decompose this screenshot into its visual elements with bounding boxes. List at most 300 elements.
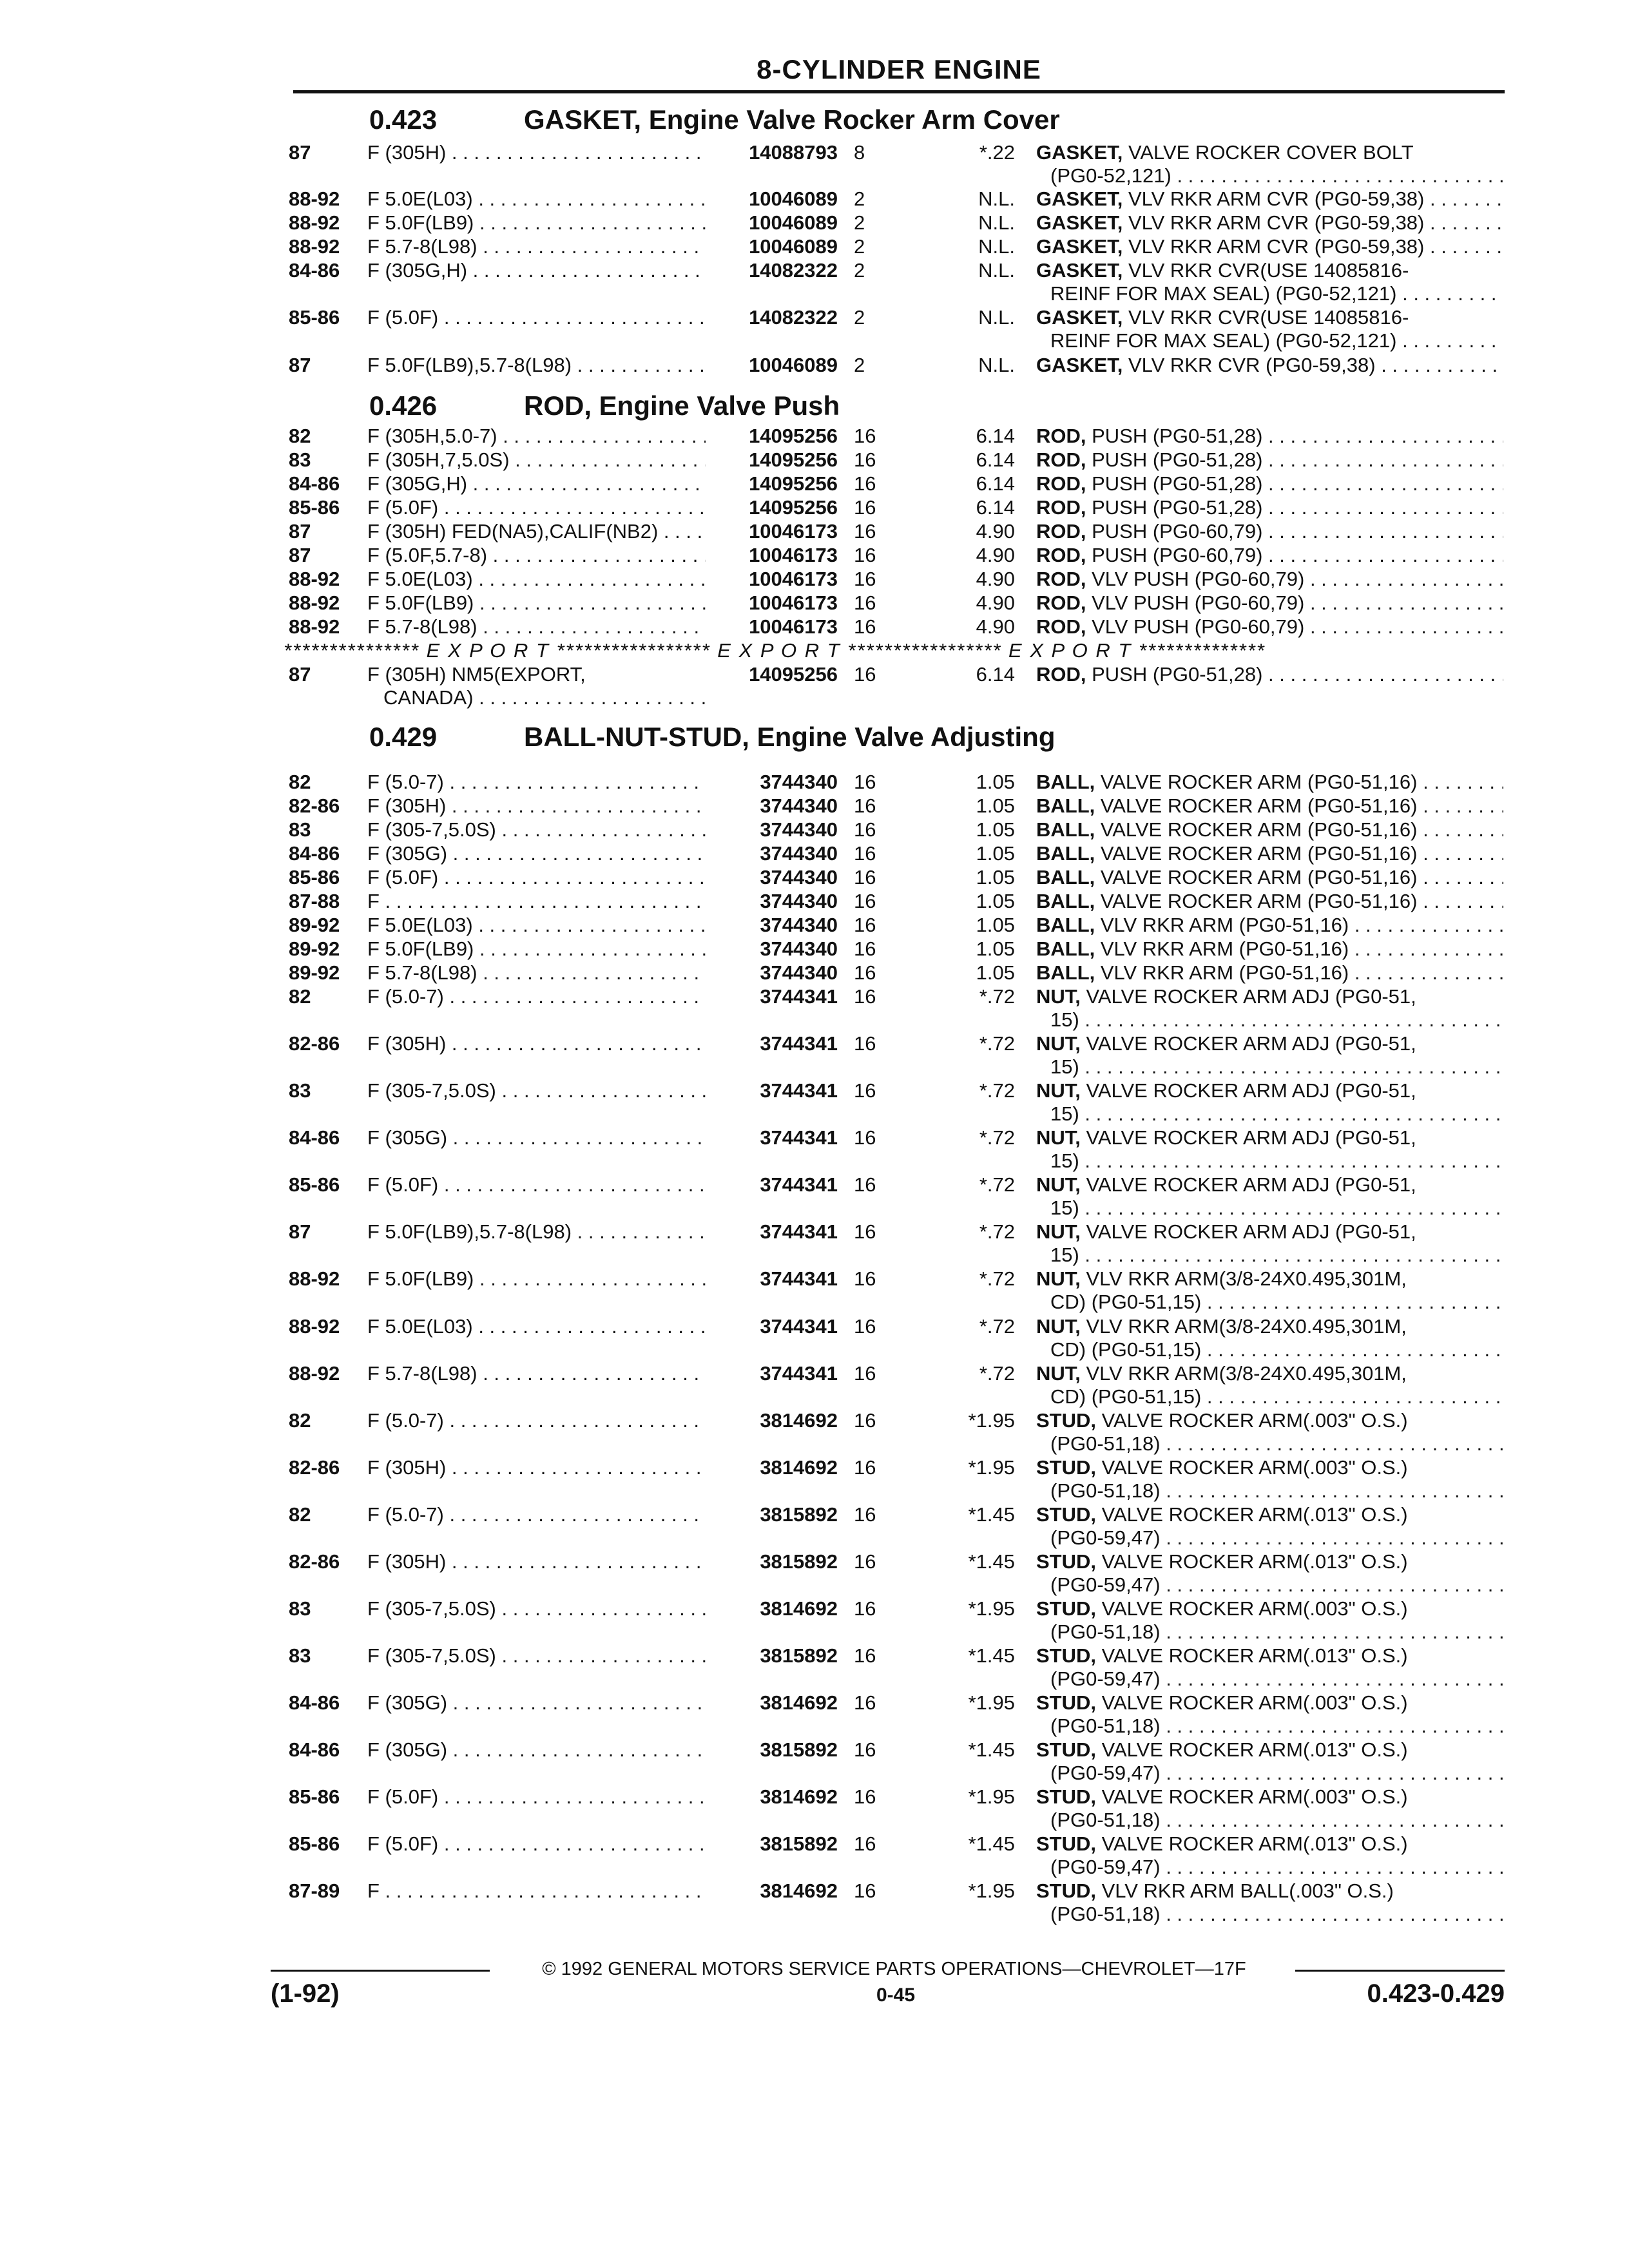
description bbox=[1036, 1079, 1416, 1102]
model-year: 82-86 bbox=[289, 1456, 340, 1479]
description-continued: 15) . . . bbox=[1050, 1008, 1503, 1032]
description-text: VLV RKR CVR(USE 14085816- bbox=[1123, 259, 1409, 282]
quantity: 16 bbox=[854, 520, 876, 543]
description-text: VALVE ROCKER ARM(.013" O.S.) bbox=[1096, 1503, 1408, 1526]
quantity: 16 bbox=[854, 1315, 876, 1338]
description-text: VALVE ROCKER ARM ADJ (PG0-51, bbox=[1080, 1173, 1416, 1196]
price: *1.45 bbox=[968, 1738, 1015, 1761]
description-text: VALVE ROCKER ARM(.013" O.S.) bbox=[1096, 1738, 1408, 1761]
description-continued: (PG0-51,18) . . . bbox=[1050, 1714, 1503, 1738]
description-continued: (PG0-59,47) . . . bbox=[1050, 1761, 1503, 1785]
part-number: 14095256 bbox=[749, 448, 838, 471]
table-row bbox=[0, 1832, 1629, 1879]
export-divider: *************** E X P O R T ***************** E X P O R T ***************** E X P O R T ************** bbox=[284, 639, 1266, 662]
model-year: 88-92 bbox=[289, 568, 340, 590]
model-year: 89-92 bbox=[289, 937, 340, 960]
model-year: 89-92 bbox=[289, 961, 340, 984]
table-row bbox=[0, 543, 1629, 567]
part-number: 3744341 bbox=[760, 1032, 838, 1055]
model-year: 88-92 bbox=[289, 235, 340, 258]
table-row bbox=[0, 305, 1629, 353]
price: 4.90 bbox=[976, 591, 1015, 614]
description-noun: STUD, bbox=[1036, 1879, 1096, 1902]
description-continued: (PG0-59,47) . . . bbox=[1050, 1573, 1503, 1597]
description bbox=[1036, 818, 1503, 841]
part-number: 10046089 bbox=[749, 187, 838, 210]
description bbox=[1036, 1785, 1408, 1809]
model-year: 82-86 bbox=[289, 1032, 340, 1055]
description-text: VALVE ROCKER ARM (PG0-51,16) bbox=[1095, 794, 1418, 817]
description-text: VALVE ROCKER ARM ADJ (PG0-51, bbox=[1080, 1126, 1416, 1149]
part-number: 3814692 bbox=[760, 1409, 838, 1432]
table-row bbox=[0, 1314, 1629, 1362]
description-text: VALVE ROCKER ARM ADJ (PG0-51, bbox=[1080, 985, 1416, 1008]
model-code: F 5.0E(L03) . . . bbox=[367, 1314, 706, 1338]
description bbox=[1036, 424, 1503, 448]
description bbox=[1036, 305, 1409, 329]
part-number: 10046089 bbox=[749, 211, 838, 234]
description-text: VLV RKR ARM CVR (PG0-59,38) bbox=[1123, 235, 1425, 258]
price: *.22 bbox=[979, 141, 1015, 164]
description-noun: ROD, bbox=[1036, 663, 1086, 686]
quantity: 16 bbox=[854, 771, 876, 793]
description-noun: BALL, bbox=[1036, 961, 1095, 984]
model-code: F (305H,7,5.0S) . . . bbox=[367, 448, 706, 472]
description-noun: NUT, bbox=[1036, 1220, 1081, 1243]
table-row bbox=[0, 1785, 1629, 1832]
description-noun: ROD, bbox=[1036, 568, 1086, 590]
model-year: 83 bbox=[289, 448, 311, 471]
quantity: 16 bbox=[854, 1785, 876, 1808]
description-text: PUSH (PG0-51,28) bbox=[1086, 425, 1263, 447]
model-code: F (305H) . . . bbox=[367, 140, 706, 164]
description-noun: NUT, bbox=[1036, 1126, 1081, 1149]
model-year: 83 bbox=[289, 1079, 311, 1102]
price: N.L. bbox=[978, 259, 1015, 282]
description-continued: (PG0-51,18) . . . bbox=[1050, 1432, 1503, 1456]
quantity: 16 bbox=[854, 568, 876, 590]
table-row bbox=[0, 591, 1629, 615]
description-noun: NUT, bbox=[1036, 1032, 1081, 1055]
description-text: VALVE ROCKER COVER BOLT bbox=[1123, 141, 1414, 164]
model-year: 87 bbox=[289, 663, 311, 686]
model-code: F 5.7-8(L98) . . . bbox=[367, 1361, 706, 1385]
model-year: 84-86 bbox=[289, 1691, 340, 1714]
model-year: 87 bbox=[289, 1220, 311, 1243]
description-noun: GASKET, bbox=[1036, 187, 1123, 210]
description bbox=[1036, 841, 1503, 865]
description bbox=[1036, 1126, 1416, 1149]
table-row bbox=[0, 258, 1629, 306]
price: 1.05 bbox=[976, 818, 1015, 841]
part-number: 3814692 bbox=[760, 1785, 838, 1808]
description-noun: ROD, bbox=[1036, 520, 1086, 543]
model-code: F (305G,H) . . . bbox=[367, 472, 706, 495]
model-code: F 5.7-8(L98) . . . bbox=[367, 235, 706, 258]
part-number: 14095256 bbox=[749, 425, 838, 447]
price: N.L. bbox=[978, 187, 1015, 210]
model-code: F 5.0E(L03) . . . bbox=[367, 187, 706, 211]
description bbox=[1036, 1691, 1408, 1715]
table-row bbox=[0, 1173, 1629, 1220]
quantity: 16 bbox=[854, 1220, 876, 1243]
model-code: F (305H) NM5(EXPORT, bbox=[367, 663, 586, 686]
model-year: 82 bbox=[289, 1409, 311, 1432]
description-noun: STUD, bbox=[1036, 1597, 1096, 1620]
description bbox=[1036, 937, 1503, 961]
description bbox=[1036, 1173, 1416, 1196]
footer-rule-right bbox=[1295, 1970, 1505, 1972]
table-row bbox=[0, 448, 1629, 472]
part-number: 3744341 bbox=[760, 985, 838, 1008]
description bbox=[1036, 985, 1416, 1008]
section-heading bbox=[369, 390, 840, 421]
quantity: 16 bbox=[854, 1550, 876, 1573]
description bbox=[1036, 865, 1503, 889]
section-title: ROD, Engine Valve Push bbox=[524, 390, 840, 421]
model-year: 85-86 bbox=[289, 1173, 340, 1196]
model-code: F 5.0F(LB9),5.7-8(L98) . . . bbox=[367, 353, 706, 377]
description-continued: 15) . . . bbox=[1050, 1149, 1503, 1173]
description-noun: STUD, bbox=[1036, 1785, 1096, 1808]
description bbox=[1036, 543, 1503, 567]
description-text: VALVE ROCKER ARM(.003" O.S.) bbox=[1096, 1456, 1408, 1479]
description-text: VLV RKR ARM(3/8-24X0.495,301M, bbox=[1080, 1362, 1407, 1385]
model-year: 88-92 bbox=[289, 1267, 340, 1290]
description-noun: GASKET, bbox=[1036, 235, 1123, 258]
part-number: 14082322 bbox=[749, 259, 838, 282]
model-code: F (305G) . . . bbox=[367, 1126, 706, 1149]
quantity: 16 bbox=[854, 1173, 876, 1196]
description bbox=[1036, 1644, 1408, 1667]
description-text: VALVE ROCKER ARM(.013" O.S.) bbox=[1096, 1832, 1408, 1855]
model-code: F (305H) . . . bbox=[367, 794, 706, 818]
table-row bbox=[0, 913, 1629, 937]
description-text: VLV RKR ARM CVR (PG0-59,38) bbox=[1123, 187, 1425, 210]
description-continued: REINF FOR MAX SEAL) (PG0-52,121) . . . bbox=[1050, 329, 1503, 352]
part-number: 10046173 bbox=[749, 544, 838, 566]
model-year: 87 bbox=[289, 544, 311, 566]
table-row bbox=[0, 1456, 1629, 1503]
model-year: 88-92 bbox=[289, 187, 340, 210]
table-row bbox=[0, 1738, 1629, 1785]
part-number: 3814692 bbox=[760, 1691, 838, 1714]
footer-page-number: 0-45 bbox=[876, 1984, 916, 2006]
part-number: 10046173 bbox=[749, 591, 838, 614]
quantity: 2 bbox=[854, 259, 865, 282]
description bbox=[1036, 353, 1503, 377]
model-code: F (305H) FED(NA5),CALIF(NB2) . . . bbox=[367, 519, 706, 543]
header-rule bbox=[293, 90, 1505, 93]
model-code: F 5.0F(LB9) . . . bbox=[367, 591, 706, 615]
model-year: 85-86 bbox=[289, 866, 340, 889]
part-number: 3814692 bbox=[760, 1597, 838, 1620]
description-text: VLV PUSH (PG0-60,79) bbox=[1086, 568, 1305, 590]
price: *1.95 bbox=[968, 1409, 1015, 1432]
model-year: 82 bbox=[289, 985, 311, 1008]
quantity: 16 bbox=[854, 1267, 876, 1290]
description bbox=[1036, 1879, 1394, 1903]
description-text: PUSH (PG0-51,28) bbox=[1086, 472, 1263, 495]
table-row bbox=[0, 865, 1629, 889]
description-text: VALVE ROCKER ARM(.003" O.S.) bbox=[1096, 1691, 1408, 1714]
model-code: F (5.0-7) . . . bbox=[367, 1503, 706, 1526]
part-number: 10046089 bbox=[749, 235, 838, 258]
description bbox=[1036, 472, 1503, 495]
description-text: VLV RKR ARM(3/8-24X0.495,301M, bbox=[1080, 1315, 1407, 1338]
description-noun: NUT, bbox=[1036, 985, 1081, 1008]
part-number: 3744341 bbox=[760, 1362, 838, 1385]
quantity: 2 bbox=[854, 306, 865, 329]
description-text: VALVE ROCKER ARM (PG0-51,16) bbox=[1095, 842, 1418, 865]
description bbox=[1036, 1503, 1408, 1526]
price: *.72 bbox=[979, 1126, 1015, 1149]
description-continued: 15) . . . bbox=[1050, 1243, 1503, 1267]
model-year: 87 bbox=[289, 520, 311, 543]
table-row bbox=[0, 889, 1629, 913]
description-text: VALVE ROCKER ARM (PG0-51,16) bbox=[1095, 771, 1418, 793]
quantity: 2 bbox=[854, 211, 865, 234]
description bbox=[1036, 1550, 1408, 1573]
price: *1.45 bbox=[968, 1644, 1015, 1667]
part-number: 3744341 bbox=[760, 1267, 838, 1290]
model-code-continued: CANADA) . . . bbox=[383, 686, 706, 709]
description bbox=[1036, 1597, 1408, 1620]
part-number: 3744340 bbox=[760, 818, 838, 841]
description-text: VLV RKR ARM (PG0-51,16) bbox=[1095, 961, 1349, 984]
quantity: 16 bbox=[854, 663, 876, 686]
part-number: 3744340 bbox=[760, 914, 838, 936]
price: 1.05 bbox=[976, 866, 1015, 889]
quantity: 16 bbox=[854, 1456, 876, 1479]
description-text: VALVE ROCKER ARM (PG0-51,16) bbox=[1095, 866, 1418, 889]
description-noun: STUD, bbox=[1036, 1409, 1096, 1432]
price: 4.90 bbox=[976, 615, 1015, 638]
quantity: 16 bbox=[854, 1503, 876, 1526]
price: 6.14 bbox=[976, 425, 1015, 447]
footer-revision: (1-92) bbox=[271, 1979, 340, 2008]
quantity: 16 bbox=[854, 794, 876, 817]
model-year: 82 bbox=[289, 1503, 311, 1526]
quantity: 16 bbox=[854, 890, 876, 912]
model-code: F (5.0-7) . . . bbox=[367, 985, 706, 1008]
quantity: 16 bbox=[854, 1832, 876, 1855]
model-code: F 5.0E(L03) . . . bbox=[367, 913, 706, 937]
quantity: 16 bbox=[854, 496, 876, 519]
part-number: 10046173 bbox=[749, 568, 838, 590]
description-noun: STUD, bbox=[1036, 1456, 1096, 1479]
part-number: 3815892 bbox=[760, 1832, 838, 1855]
model-year: 84-86 bbox=[289, 1738, 340, 1761]
model-year: 88-92 bbox=[289, 615, 340, 638]
table-row bbox=[0, 615, 1629, 639]
part-number: 3744341 bbox=[760, 1220, 838, 1243]
description bbox=[1036, 1408, 1408, 1432]
part-number: 3744341 bbox=[760, 1079, 838, 1102]
price: N.L. bbox=[978, 211, 1015, 234]
table-row bbox=[0, 353, 1629, 377]
model-code: F (5.0-7) . . . bbox=[367, 770, 706, 794]
price: 1.05 bbox=[976, 890, 1015, 912]
part-number: 3744340 bbox=[760, 794, 838, 817]
description-noun: GASKET, bbox=[1036, 211, 1123, 234]
table-row bbox=[0, 1408, 1629, 1456]
description-text: VLV RKR ARM (PG0-51,16) bbox=[1095, 914, 1349, 936]
table-row bbox=[0, 472, 1629, 495]
model-code: F (305H,5.0-7) . . . bbox=[367, 424, 706, 448]
quantity: 16 bbox=[854, 1362, 876, 1385]
description-continued: (PG0-51,18) . . . bbox=[1050, 1620, 1503, 1644]
price: N.L. bbox=[978, 306, 1015, 329]
table-row bbox=[0, 985, 1629, 1032]
description bbox=[1036, 1456, 1408, 1479]
price: *.72 bbox=[979, 1173, 1015, 1196]
table-row bbox=[0, 424, 1629, 448]
description-continued: 15) . . . bbox=[1050, 1102, 1503, 1126]
table-row bbox=[0, 662, 1629, 710]
description-text: VALVE ROCKER ARM (PG0-51,16) bbox=[1095, 818, 1418, 841]
table-row bbox=[0, 1079, 1629, 1126]
description-continued: 15) . . . bbox=[1050, 1055, 1503, 1079]
quantity: 16 bbox=[854, 1738, 876, 1761]
description-noun: ROD, bbox=[1036, 615, 1086, 638]
section-number: 0.423 bbox=[369, 104, 438, 135]
model-code: F (305-7,5.0S) . . . bbox=[367, 818, 706, 841]
description-continued: (PG0-52,121) . . . bbox=[1050, 164, 1503, 187]
model-code: F (305G) . . . bbox=[367, 1738, 706, 1762]
section-heading bbox=[369, 104, 1060, 135]
description bbox=[1036, 770, 1503, 794]
model-code: F (305G,H) . . . bbox=[367, 258, 706, 282]
part-number: 3815892 bbox=[760, 1503, 838, 1526]
model-year: 85-86 bbox=[289, 496, 340, 519]
model-year: 84-86 bbox=[289, 842, 340, 865]
description bbox=[1036, 1832, 1408, 1856]
description-continued: (PG0-51,18) . . . bbox=[1050, 1479, 1503, 1503]
description-text: VLV PUSH (PG0-60,79) bbox=[1086, 591, 1305, 614]
quantity: 16 bbox=[854, 818, 876, 841]
part-number: 3815892 bbox=[760, 1738, 838, 1761]
description-noun: GASKET, bbox=[1036, 354, 1123, 376]
table-row bbox=[0, 961, 1629, 985]
price: 4.90 bbox=[976, 520, 1015, 543]
price: 1.05 bbox=[976, 914, 1015, 936]
description bbox=[1036, 495, 1503, 519]
section-title: GASKET, Engine Valve Rocker Arm Cover bbox=[524, 104, 1060, 135]
model-code: F 5.0F(LB9) . . . bbox=[367, 211, 706, 235]
description bbox=[1036, 1314, 1407, 1338]
quantity: 8 bbox=[854, 141, 865, 164]
description-text: PUSH (PG0-51,28) bbox=[1086, 448, 1263, 471]
table-row bbox=[0, 140, 1629, 188]
section-heading bbox=[369, 722, 1055, 753]
table-row bbox=[0, 1503, 1629, 1550]
part-number: 10046173 bbox=[749, 615, 838, 638]
description-text: VLV RKR ARM (PG0-51,16) bbox=[1095, 937, 1349, 960]
price: *.72 bbox=[979, 1220, 1015, 1243]
price: *.72 bbox=[979, 1315, 1015, 1338]
model-year: 87 bbox=[289, 141, 311, 164]
quantity: 16 bbox=[854, 914, 876, 936]
section-number: 0.426 bbox=[369, 390, 438, 421]
quantity: 16 bbox=[854, 1126, 876, 1149]
model-code: F (305-7,5.0S) . . . bbox=[367, 1079, 706, 1102]
model-year: 88-92 bbox=[289, 1315, 340, 1338]
description-noun: NUT, bbox=[1036, 1267, 1081, 1290]
price: *.72 bbox=[979, 1267, 1015, 1290]
description-text: VALVE ROCKER ARM ADJ (PG0-51, bbox=[1080, 1079, 1416, 1102]
part-number: 3744341 bbox=[760, 1315, 838, 1338]
price: *.72 bbox=[979, 1362, 1015, 1385]
description-noun: BALL, bbox=[1036, 771, 1095, 793]
model-year: 83 bbox=[289, 818, 311, 841]
quantity: 16 bbox=[854, 985, 876, 1008]
description-noun: ROD, bbox=[1036, 496, 1086, 519]
quantity: 2 bbox=[854, 354, 865, 376]
quantity: 2 bbox=[854, 187, 865, 210]
description-noun: STUD, bbox=[1036, 1550, 1096, 1573]
price: 4.90 bbox=[976, 568, 1015, 590]
model-year: 88-92 bbox=[289, 1362, 340, 1385]
description-noun: BALL, bbox=[1036, 914, 1095, 936]
description-noun: NUT, bbox=[1036, 1362, 1081, 1385]
description-noun: NUT, bbox=[1036, 1079, 1081, 1102]
model-year: 87 bbox=[289, 354, 311, 376]
price: 6.14 bbox=[976, 496, 1015, 519]
model-year: 84-86 bbox=[289, 1126, 340, 1149]
price: *1.95 bbox=[968, 1456, 1015, 1479]
model-code: F 5.0F(LB9),5.7-8(L98) . . . bbox=[367, 1220, 706, 1244]
model-year: 87-88 bbox=[289, 890, 340, 912]
part-number: 3815892 bbox=[760, 1644, 838, 1667]
quantity: 16 bbox=[854, 1597, 876, 1620]
description-noun: GASKET, bbox=[1036, 141, 1123, 164]
table-row bbox=[0, 818, 1629, 841]
price: 1.05 bbox=[976, 961, 1015, 984]
description-text: PUSH (PG0-51,28) bbox=[1086, 496, 1263, 519]
price: 6.14 bbox=[976, 448, 1015, 471]
part-number: 3814692 bbox=[760, 1879, 838, 1902]
description bbox=[1036, 913, 1503, 937]
description bbox=[1036, 591, 1503, 615]
part-number: 3744341 bbox=[760, 1126, 838, 1149]
description-continued: (PG0-59,47) . . . bbox=[1050, 1526, 1503, 1550]
description bbox=[1036, 889, 1503, 913]
model-code: F (305-7,5.0S) . . . bbox=[367, 1597, 706, 1620]
description-noun: STUD, bbox=[1036, 1832, 1096, 1855]
table-row bbox=[0, 1550, 1629, 1597]
part-number: 14095256 bbox=[749, 663, 838, 686]
quantity: 16 bbox=[854, 937, 876, 960]
description-text: VALVE ROCKER ARM(.003" O.S.) bbox=[1096, 1409, 1408, 1432]
model-code: F 5.0F(LB9) . . . bbox=[367, 1267, 706, 1291]
description bbox=[1036, 1361, 1407, 1385]
description bbox=[1036, 567, 1503, 591]
description-continued: (PG0-51,18) . . . bbox=[1050, 1808, 1503, 1832]
quantity: 16 bbox=[854, 1644, 876, 1667]
table-row bbox=[0, 519, 1629, 543]
price: *1.95 bbox=[968, 1879, 1015, 1902]
description-noun: STUD, bbox=[1036, 1738, 1096, 1761]
table-row bbox=[0, 937, 1629, 961]
model-code: F (305G) . . . bbox=[367, 841, 706, 865]
description-text: VLV RKR ARM(3/8-24X0.495,301M, bbox=[1080, 1267, 1407, 1290]
model-year: 84-86 bbox=[289, 472, 340, 495]
quantity: 16 bbox=[854, 544, 876, 566]
description-text: VLV RKR CVR(USE 14085816- bbox=[1123, 306, 1409, 329]
description-continued: CD) (PG0-51,15) . . . bbox=[1050, 1338, 1503, 1361]
part-number: 3744340 bbox=[760, 866, 838, 889]
